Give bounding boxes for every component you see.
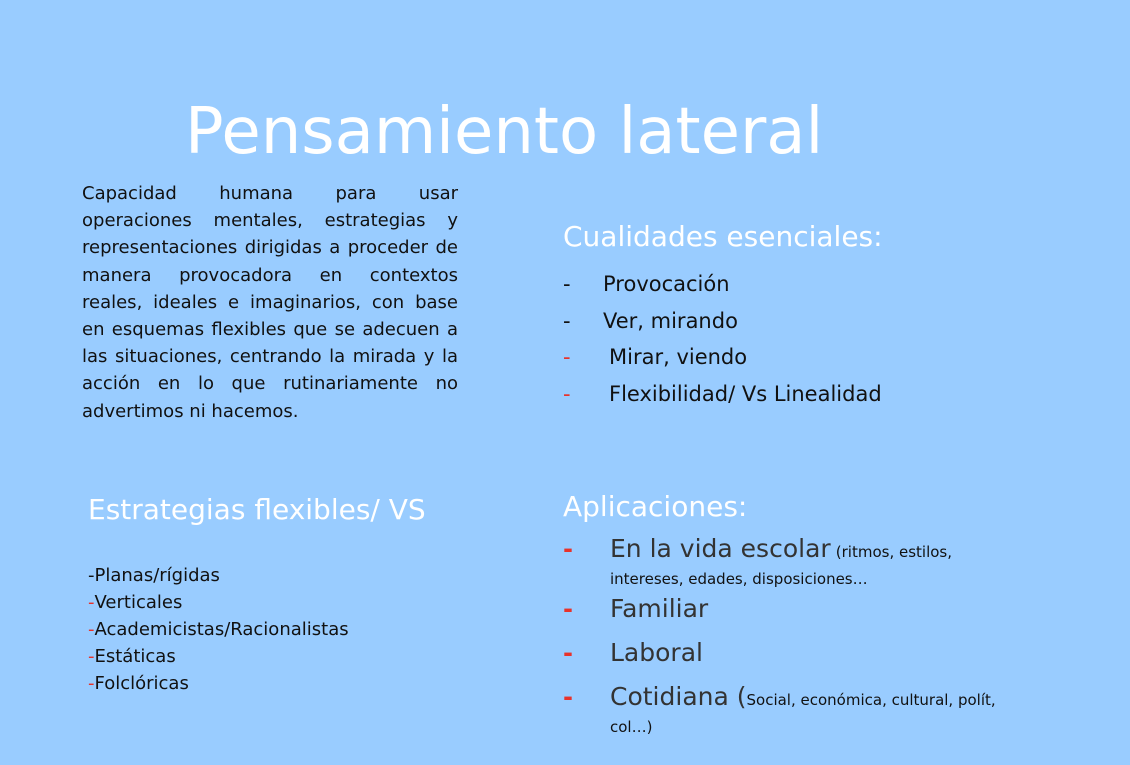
aplicacion-text: Cotidiana ( bbox=[610, 682, 747, 711]
aplicacion-text: Laboral bbox=[610, 638, 703, 667]
bullet-dash: - bbox=[563, 639, 573, 667]
list-item bbox=[563, 266, 882, 303]
aplicacion-entry bbox=[610, 532, 1013, 592]
aplicaciones-list bbox=[563, 532, 1013, 740]
aplicacion-detail: Social, económica, cultural, polít, col…) bbox=[610, 691, 996, 736]
list-item bbox=[88, 670, 349, 697]
list-item bbox=[563, 339, 882, 376]
bullet-dash: - bbox=[88, 619, 95, 640]
bullet-dash: - bbox=[563, 595, 573, 623]
bullet-dash: - bbox=[88, 565, 95, 586]
aplicacion-text: Familiar bbox=[610, 594, 709, 623]
bullet-dash: - bbox=[563, 381, 571, 406]
cualidades-list bbox=[563, 266, 882, 412]
estrategia-text: Planas/rígidas bbox=[94, 565, 220, 586]
list-item bbox=[563, 636, 1013, 680]
cualidad-text: Flexibilidad/ Vs Linealidad bbox=[609, 381, 882, 406]
aplicacion-detail: (ritmos, estilos, intereses, edades, disposiciones… bbox=[610, 543, 952, 588]
cualidades-heading: Cualidades esenciales: bbox=[563, 220, 883, 253]
slide-title: Pensamiento lateral bbox=[185, 94, 824, 169]
cualidad-text: Provocación bbox=[603, 272, 730, 297]
list-item bbox=[563, 680, 1013, 740]
aplicacion-text: En la vida escolar bbox=[610, 534, 831, 563]
list-item bbox=[88, 562, 349, 589]
list-item bbox=[88, 616, 349, 643]
list-item bbox=[88, 643, 349, 670]
bullet-dash: - bbox=[563, 345, 571, 370]
cualidad-text: Ver, mirando bbox=[603, 308, 738, 333]
list-item bbox=[563, 376, 882, 413]
list-item bbox=[563, 592, 1013, 636]
bullet-dash: - bbox=[88, 592, 95, 613]
bullet-dash: - bbox=[563, 308, 571, 333]
estrategia-text: Verticales bbox=[94, 592, 183, 613]
list-item bbox=[88, 589, 349, 616]
list-item bbox=[563, 303, 882, 340]
estrategia-text: Estáticas bbox=[94, 646, 176, 667]
aplicaciones-heading: Aplicaciones: bbox=[563, 490, 748, 523]
cualidad-text: Mirar, viendo bbox=[609, 345, 748, 370]
list-item bbox=[563, 532, 1013, 592]
estrategia-text: Academicistas/Racionalistas bbox=[94, 619, 349, 640]
bullet-dash: - bbox=[563, 683, 573, 711]
bullet-dash: - bbox=[563, 535, 573, 563]
estrategias-heading: Estrategias flexibles/ VS bbox=[88, 493, 426, 526]
bullet-dash: - bbox=[88, 673, 95, 694]
definition-paragraph: Capacidad humana para usar operaciones mentales, estrategias y representaciones dirigidas a proceder de manera provocadora en contextos reales, ideales e imaginarios, con base en esquemas flexibles que se adecuen a las situaciones, centrando la mirada y la acción en lo que rutinariamente no advertimos ni hacemos. bbox=[82, 183, 458, 422]
bullet-dash: - bbox=[88, 646, 95, 667]
bullet-dash: - bbox=[563, 272, 571, 297]
estrategia-text: Folclóricas bbox=[94, 673, 189, 694]
aplicacion-entry bbox=[610, 680, 1013, 740]
estrategias-list bbox=[88, 562, 349, 697]
